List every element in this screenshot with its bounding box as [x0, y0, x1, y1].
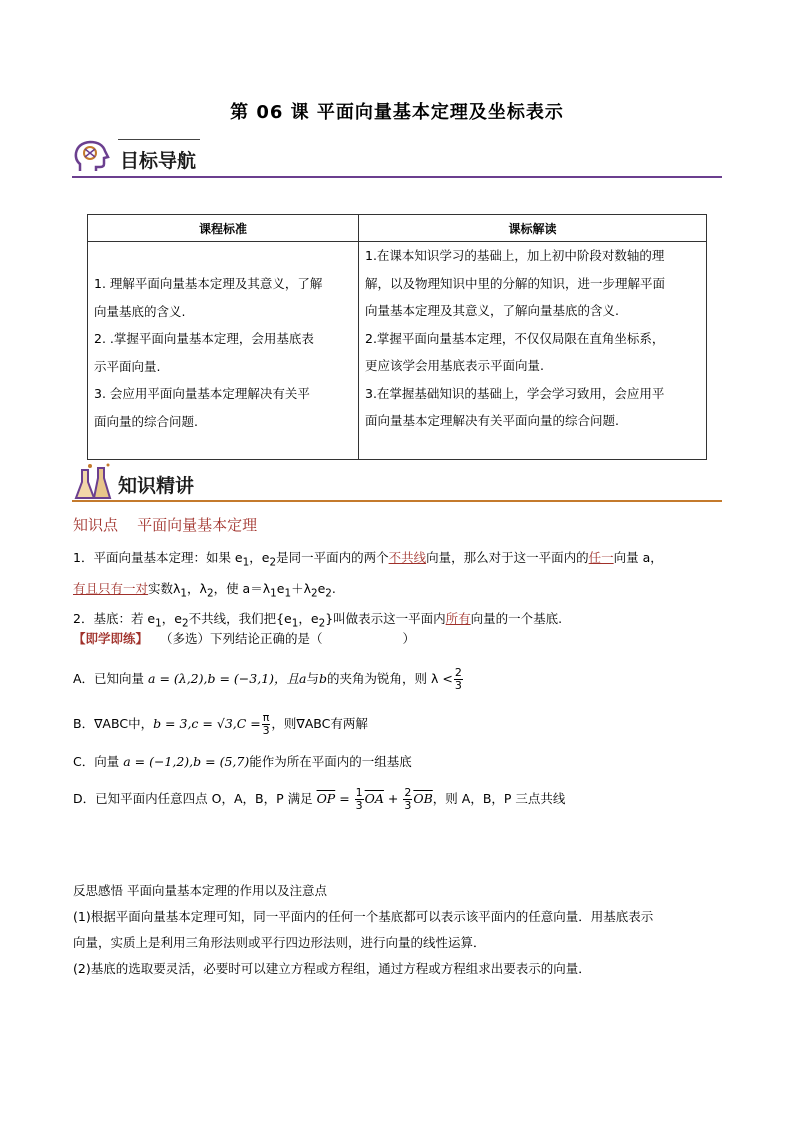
- practice-line: [73, 626, 415, 652]
- underline-term: 所有: [445, 611, 471, 626]
- vec: a: [123, 754, 131, 769]
- section-rule-goals: [72, 176, 722, 178]
- brain-icon: [72, 137, 112, 177]
- text: D．已知平面内任意四点 O，A，B，P 满足: [73, 791, 317, 806]
- text: =: [335, 791, 354, 806]
- text: +: [383, 791, 403, 806]
- reflection-block: [73, 878, 733, 982]
- text: 不共线，我们把{e: [188, 611, 292, 626]
- sub: 2: [269, 556, 277, 569]
- section-top-line: [118, 139, 200, 140]
- page-title: 第 06 课 平面向量基本定理及坐标表示: [230, 102, 564, 123]
- col2-line: 3.在掌握基础知识的基础上，学会学习致用，会应用平: [365, 385, 665, 401]
- col2-line: 更应该学会用基底表示平面向量.: [365, 358, 544, 373]
- section-rule-knowledge: [72, 500, 722, 502]
- text: ＋λ: [291, 580, 311, 596]
- sub: 2: [310, 587, 318, 599]
- text: 1．平面向量基本定理：如果 e: [73, 550, 243, 565]
- vec: $\overline{OP}$: [316, 791, 336, 806]
- sub: 2: [206, 587, 214, 599]
- option-a: [73, 666, 464, 692]
- text: e: [317, 580, 326, 596]
- text: ，使 a＝λ: [213, 580, 271, 596]
- den: 3: [454, 679, 462, 692]
- kp-label: 知识点: [73, 516, 119, 534]
- standards-table: [87, 214, 707, 460]
- text: 2．基底：若 e: [73, 611, 156, 626]
- text: ，则 A，B，P 三点共线: [432, 791, 566, 806]
- vec: b: [207, 671, 216, 686]
- flask-icon: [70, 462, 114, 500]
- section-title-goals: 目标导航: [120, 150, 197, 172]
- col2-line: 解，以及物理知识中里的分解的知识，进一步理解平面: [365, 275, 666, 291]
- col1-line: 3. 会应用平面向量基本定理解决有关平: [94, 386, 310, 401]
- theorem-paragraph: [73, 545, 733, 637]
- text: .: [331, 580, 336, 596]
- option-b: [73, 711, 368, 737]
- den: 3: [404, 799, 412, 812]
- vec: b: [193, 754, 202, 769]
- text: 向量的一个基底.: [470, 611, 563, 626]
- text: 向量 a，: [613, 550, 663, 565]
- fraction: [262, 712, 271, 737]
- sub: 1: [180, 587, 188, 599]
- vec: a: [148, 671, 156, 686]
- col2-line: 2.掌握平面向量基本定理，不仅仅局限在直角坐标系，: [365, 330, 665, 346]
- underline-term: 不共线: [388, 550, 427, 565]
- text: 实数λ: [148, 580, 181, 596]
- col1-line: 面向量的综合问题.: [94, 413, 198, 429]
- math: = (λ,2),: [155, 671, 208, 686]
- reflection-heading: 反思感悟 平面向量基本定理的作用以及注意点: [73, 883, 327, 898]
- col2-header: 课标解读: [359, 215, 707, 242]
- math: = (−1,2),: [130, 754, 194, 769]
- text: B．∇ABC中，: [73, 716, 154, 731]
- reflection-line: (1)根据平面向量基本定理可知，同一平面内的任何一个基底都可以表示该平面内的任意向量．用基底表示: [73, 909, 654, 924]
- num: 2: [454, 666, 462, 679]
- practice-text: （多选）下列结论正确的是（: [159, 631, 323, 646]
- sub: 2: [325, 587, 332, 599]
- sub: 1: [284, 587, 292, 599]
- sub: 1: [155, 617, 162, 630]
- text: ，e: [298, 611, 319, 626]
- col1-line: 2. .掌握平面向量基本定理，会用基底表: [94, 331, 314, 346]
- text: ，λ: [187, 580, 207, 596]
- text: 能作为所在平面内的一组基底: [249, 754, 412, 769]
- col2-line: 面向量基本定理解决有关平面向量的综合问题.: [365, 413, 619, 428]
- sub: 1: [291, 617, 299, 630]
- sub: 1: [242, 556, 250, 569]
- num: π: [262, 711, 270, 724]
- col1-line: 示平面向量.: [94, 358, 161, 374]
- col2-line: 向量基本定理及其意义，了解向量基底的含义.: [365, 303, 619, 318]
- fraction: [355, 787, 364, 812]
- sub: 1: [270, 587, 277, 599]
- col2-cell: [359, 242, 707, 460]
- text: }叫做表示这一平面内: [325, 611, 446, 626]
- text: ，e: [249, 550, 270, 565]
- col1-cell: [88, 242, 359, 460]
- num: 2: [404, 786, 412, 799]
- col1-line: 1. 理解平面向量基本定理及其意义，了解: [94, 276, 323, 291]
- text: ）: [402, 631, 415, 646]
- text: C．向量: [73, 754, 124, 769]
- option-c: [73, 749, 412, 775]
- fraction: [403, 787, 412, 812]
- col1-line: 向量基底的含义.: [94, 303, 186, 319]
- practice-label: 【即学即练】: [73, 631, 149, 646]
- reflection-line: (2)基底的选取要灵活，必要时可以建立方程或方程组，通过方程或方程组求出要表示的向量．: [73, 961, 591, 976]
- vec: $\overline{OB}$: [413, 791, 433, 806]
- text: 是同一平面内的两个: [276, 550, 389, 565]
- text: 向量，那么对于这一平面内的: [426, 550, 589, 565]
- math: b = 3,c = √3,C =: [153, 716, 261, 731]
- vec: a: [299, 671, 307, 686]
- underline-term: 任一: [588, 550, 614, 565]
- reflection-line: 向量，实质上是利用三角形法则或平行四边形法则，进行向量的线性运算．: [73, 935, 486, 950]
- sub: 2: [318, 617, 326, 630]
- col2-line: 1.在课本知识学习的基础上，加上初中阶段对数轴的理: [365, 248, 665, 263]
- col1-header: 课程标准: [88, 215, 359, 242]
- section-title-knowledge: 知识精讲: [118, 475, 195, 497]
- text: 与: [306, 671, 319, 686]
- option-d: [73, 786, 565, 812]
- text: ，则∇ABC有两解: [271, 716, 368, 731]
- num: 1: [355, 786, 363, 799]
- math: = (−3,1)，且: [215, 671, 300, 686]
- kp-title: 平面向量基本定理: [137, 516, 258, 534]
- underline-term: 有且只有一对: [73, 580, 149, 596]
- vec: $\overline{OA}$: [364, 791, 384, 806]
- text: 的夹角为锐角，则 λ <: [327, 671, 453, 686]
- den: 3: [355, 799, 363, 812]
- sub: 2: [181, 617, 189, 630]
- text: A．已知向量: [73, 671, 149, 686]
- den: 3: [262, 724, 270, 737]
- knowledge-point-heading: [73, 514, 257, 535]
- vec: b: [319, 671, 328, 686]
- text: e: [276, 580, 285, 596]
- math: = (5,7): [201, 754, 250, 769]
- fraction: [454, 667, 463, 692]
- text: ，e: [161, 611, 182, 626]
